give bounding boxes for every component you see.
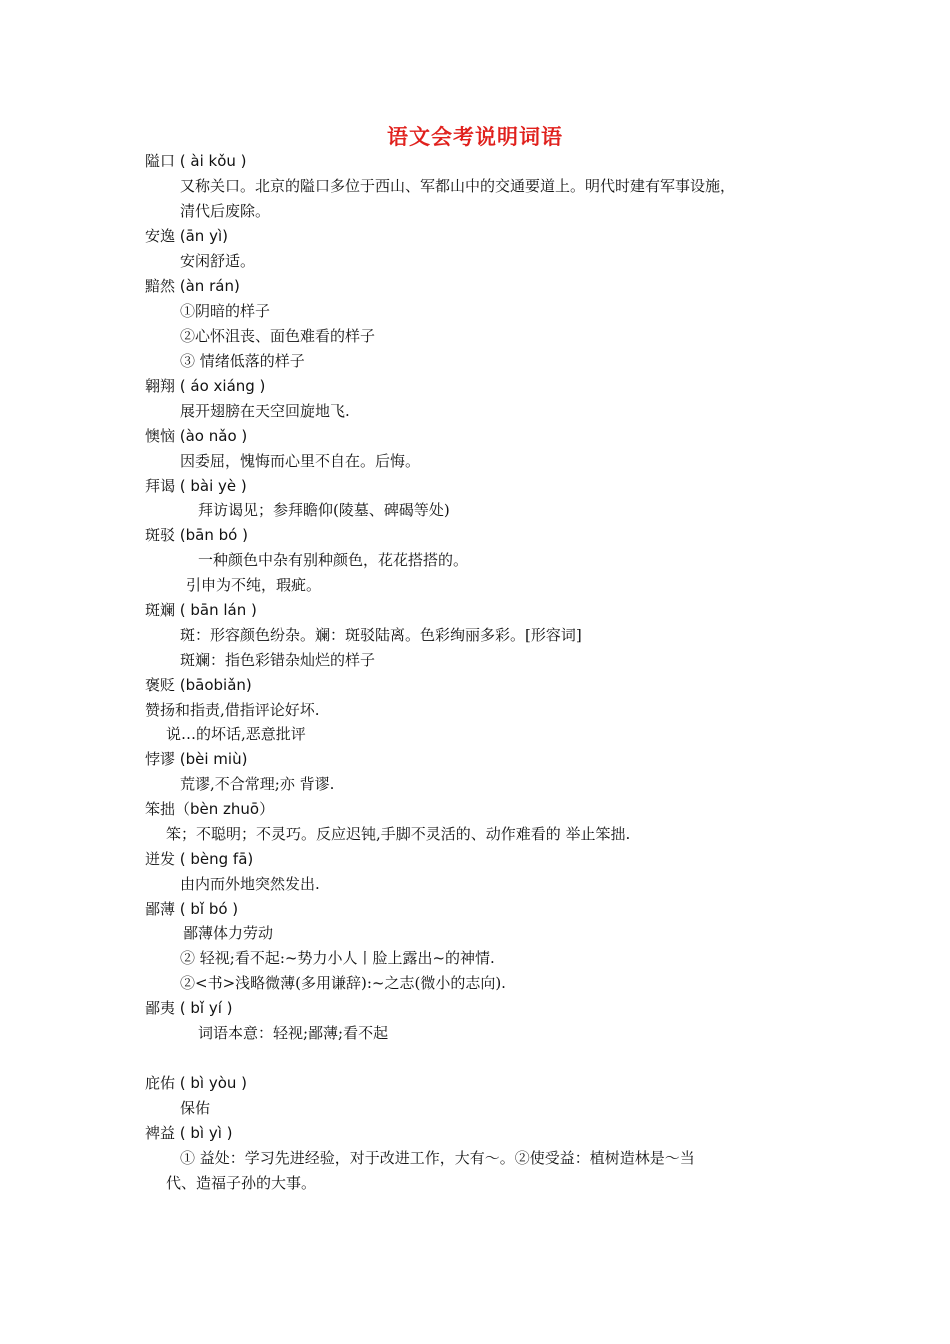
entry-definition: 斑：形容颜色纷杂。斓：斑驳陆离。色彩绚丽多彩。[形容词] (180, 626, 582, 644)
entry-definition: ② 轻视;看不起:~势力小人丨脸上露出~的神情. (180, 949, 495, 967)
entry-definition: ①阴暗的样子 (180, 302, 271, 320)
entry-definition: 笨；不聪明；不灵巧。反应迟钝,手脚不灵活的、动作难看的 举止笨拙. (166, 825, 631, 843)
entry-definition: 拜访谒见；参拜瞻仰(陵墓、碑碣等处) (198, 501, 450, 519)
entry-definition: 赞扬和指责,借指评论好坏. (145, 701, 320, 719)
entry-definition: 斑斓：指色彩错杂灿烂的样子 (180, 651, 376, 669)
entry-headword: 懊恼 (ào nǎo ) (145, 427, 248, 445)
entry-definition: 展开翅膀在天空回旋地飞. (180, 402, 350, 420)
entry-headword: 褒贬 (bāobiǎn) (145, 676, 252, 694)
entry-headword: 悖谬 (bèi miù) (145, 750, 248, 768)
entry-headword: 庇佑 ( bì yòu ) (145, 1074, 248, 1092)
entry-definition: 词语本意：轻视;鄙薄;看不起 (198, 1024, 389, 1042)
entry-definition: 又称关口。北京的隘口多位于西山、军都山中的交通要道上。明代时建有军事设施， (180, 177, 736, 195)
entry-headword: 斑驳 (bān bó ) (145, 526, 248, 544)
entry-definition: 清代后废除。 (180, 202, 271, 220)
entry-headword: 安逸 (ān yì) (145, 227, 228, 245)
entry-headword: 笨拙（bèn zhuō） (145, 800, 275, 818)
entry-definition: 荒谬,不合常理;亦 背谬. (180, 775, 335, 793)
entry-headword: 鄙薄 ( bǐ bó ) (145, 900, 239, 918)
entry-definition: 鄙薄体力劳动 (183, 924, 274, 942)
entry-definition: ① 益处：学习先进经验，对于改进工作，大有～。②使受益：植树造林是～当 (180, 1149, 695, 1167)
page-title: 语文会考说明词语 (387, 125, 563, 149)
entry-definition: ②心怀沮丧、面色难看的样子 (180, 327, 376, 345)
entry-definition: ③ 情绪低落的样子 (180, 352, 305, 370)
entry-headword: 黯然 (àn rán) (145, 277, 240, 295)
entry-definition: ②<书>浅略微薄(多用谦辞):~之志(微小的志向). (180, 974, 506, 992)
entry-headword: 隘口 ( ài kǒu ) (145, 152, 247, 170)
entry-definition: 保佑 (180, 1099, 211, 1117)
entry-headword: 翱翔 ( áo xiáng ) (145, 377, 266, 395)
entry-headword: 斑斓 ( bān lán ) (145, 601, 257, 619)
entry-headword: 迸发 ( bèng fā) (145, 850, 254, 868)
entry-definition: 因委屈，愧悔而心里不自在。后悔。 (180, 452, 421, 470)
entry-definition: 一种颜色中杂有别种颜色，花花搭搭的。 (198, 551, 469, 569)
entry-headword: 鄙夷 ( bǐ yí ) (145, 999, 233, 1017)
entry-definition: 安闲舒适。 (180, 252, 256, 270)
entry-definition: 说…的坏话,恶意批评 (166, 725, 306, 743)
entry-headword: 裨益 ( bì yì ) (145, 1124, 233, 1142)
entry-definition: 代、造福子孙的大事。 (166, 1174, 317, 1192)
entry-definition: 引申为不纯，瑕疵。 (186, 576, 322, 594)
entry-headword: 拜谒 ( bài yè ) (145, 477, 247, 495)
entry-definition: 由内而外地突然发出. (180, 875, 320, 893)
